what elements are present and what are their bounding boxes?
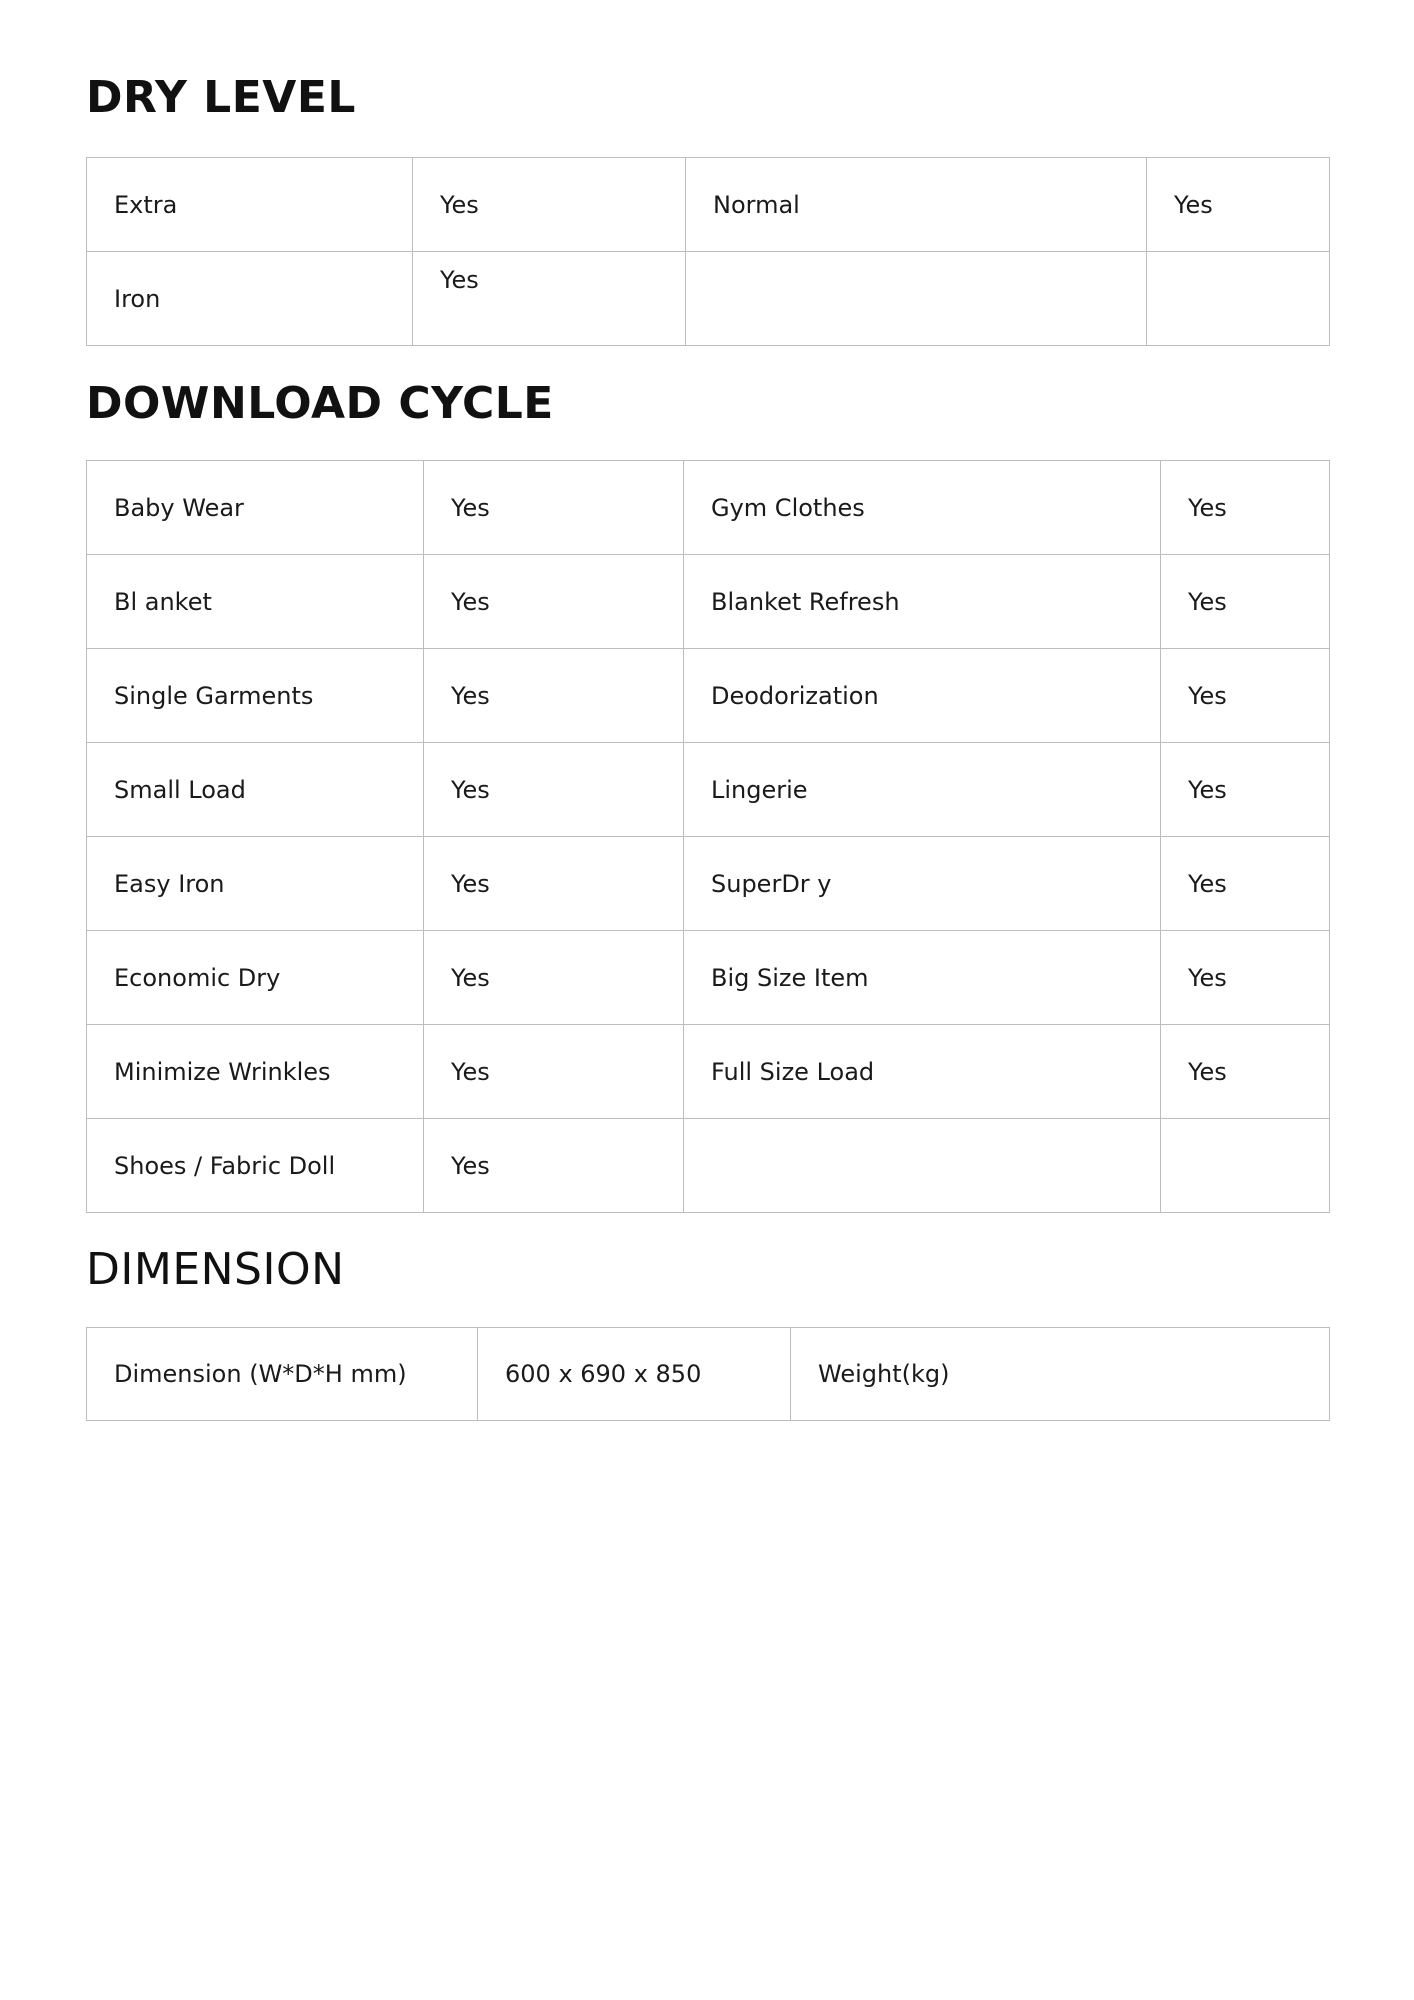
- table-cell: Yes: [1161, 649, 1330, 743]
- table-cell: Yes: [424, 1119, 684, 1213]
- table-cell: Yes: [413, 158, 686, 252]
- table-cell: Yes: [1161, 461, 1330, 555]
- table-cell: Yes: [424, 743, 684, 837]
- table-cell: Iron: [87, 252, 413, 346]
- dimension-table: [86, 1327, 1330, 1421]
- table-row: [87, 931, 1330, 1025]
- table-cell: [684, 1119, 1161, 1213]
- table-cell: Yes: [1161, 837, 1330, 931]
- table-row: [87, 837, 1330, 931]
- table-cell: Weight(kg): [791, 1328, 1330, 1421]
- table-row: [87, 461, 1330, 555]
- table-cell: Yes: [424, 461, 684, 555]
- table-cell: [1147, 252, 1330, 346]
- table-cell: Single Garments: [87, 649, 424, 743]
- table-cell: Shoes / Fabric Doll: [87, 1119, 424, 1213]
- table-row: [87, 252, 1330, 346]
- table-cell: Yes: [413, 252, 686, 346]
- table-cell: Full Size Load: [684, 1025, 1161, 1119]
- table-cell: Easy Iron: [87, 837, 424, 931]
- table-cell: Yes: [1161, 931, 1330, 1025]
- table-cell: Lingerie: [684, 743, 1161, 837]
- table-cell: Baby Wear: [87, 461, 424, 555]
- table-cell: Yes: [424, 649, 684, 743]
- table-row: [87, 1025, 1330, 1119]
- table-cell: Yes: [424, 555, 684, 649]
- table-cell: SuperDr y: [684, 837, 1161, 931]
- table-cell: [686, 252, 1147, 346]
- table-cell: Extra: [87, 158, 413, 252]
- table-cell: Yes: [1161, 743, 1330, 837]
- table-cell: [1161, 1119, 1330, 1213]
- table-cell: Bl anket: [87, 555, 424, 649]
- table-cell: Economic Dry: [87, 931, 424, 1025]
- table-row: [87, 1328, 1330, 1421]
- table-cell: Deodorization: [684, 649, 1161, 743]
- table-row: [87, 649, 1330, 743]
- table-cell: Gym Clothes: [684, 461, 1161, 555]
- dimension-title: DIMENSION: [86, 1244, 345, 1295]
- table-cell: Yes: [1161, 1025, 1330, 1119]
- table-cell: Blanket Refresh: [684, 555, 1161, 649]
- table-row: [87, 1119, 1330, 1213]
- table-cell: Yes: [1161, 555, 1330, 649]
- download-cycle-table: [86, 460, 1330, 1213]
- dry-level-table: [86, 157, 1330, 346]
- download-cycle-title: DOWNLOAD CYCLE: [86, 378, 554, 429]
- table-cell: Yes: [1147, 158, 1330, 252]
- table-cell: Big Size Item: [684, 931, 1161, 1025]
- table-row: [87, 158, 1330, 252]
- table-cell: Dimension (W*D*H mm): [87, 1328, 478, 1421]
- table-cell: Yes: [424, 1025, 684, 1119]
- table-cell: Yes: [424, 837, 684, 931]
- dry-level-title: DRY LEVEL: [86, 72, 356, 123]
- table-row: [87, 743, 1330, 837]
- table-cell: 600 x 690 x 850: [478, 1328, 791, 1421]
- table-row: [87, 555, 1330, 649]
- table-cell: Minimize Wrinkles: [87, 1025, 424, 1119]
- table-cell: Small Load: [87, 743, 424, 837]
- table-cell: Normal: [686, 158, 1147, 252]
- table-cell: Yes: [424, 931, 684, 1025]
